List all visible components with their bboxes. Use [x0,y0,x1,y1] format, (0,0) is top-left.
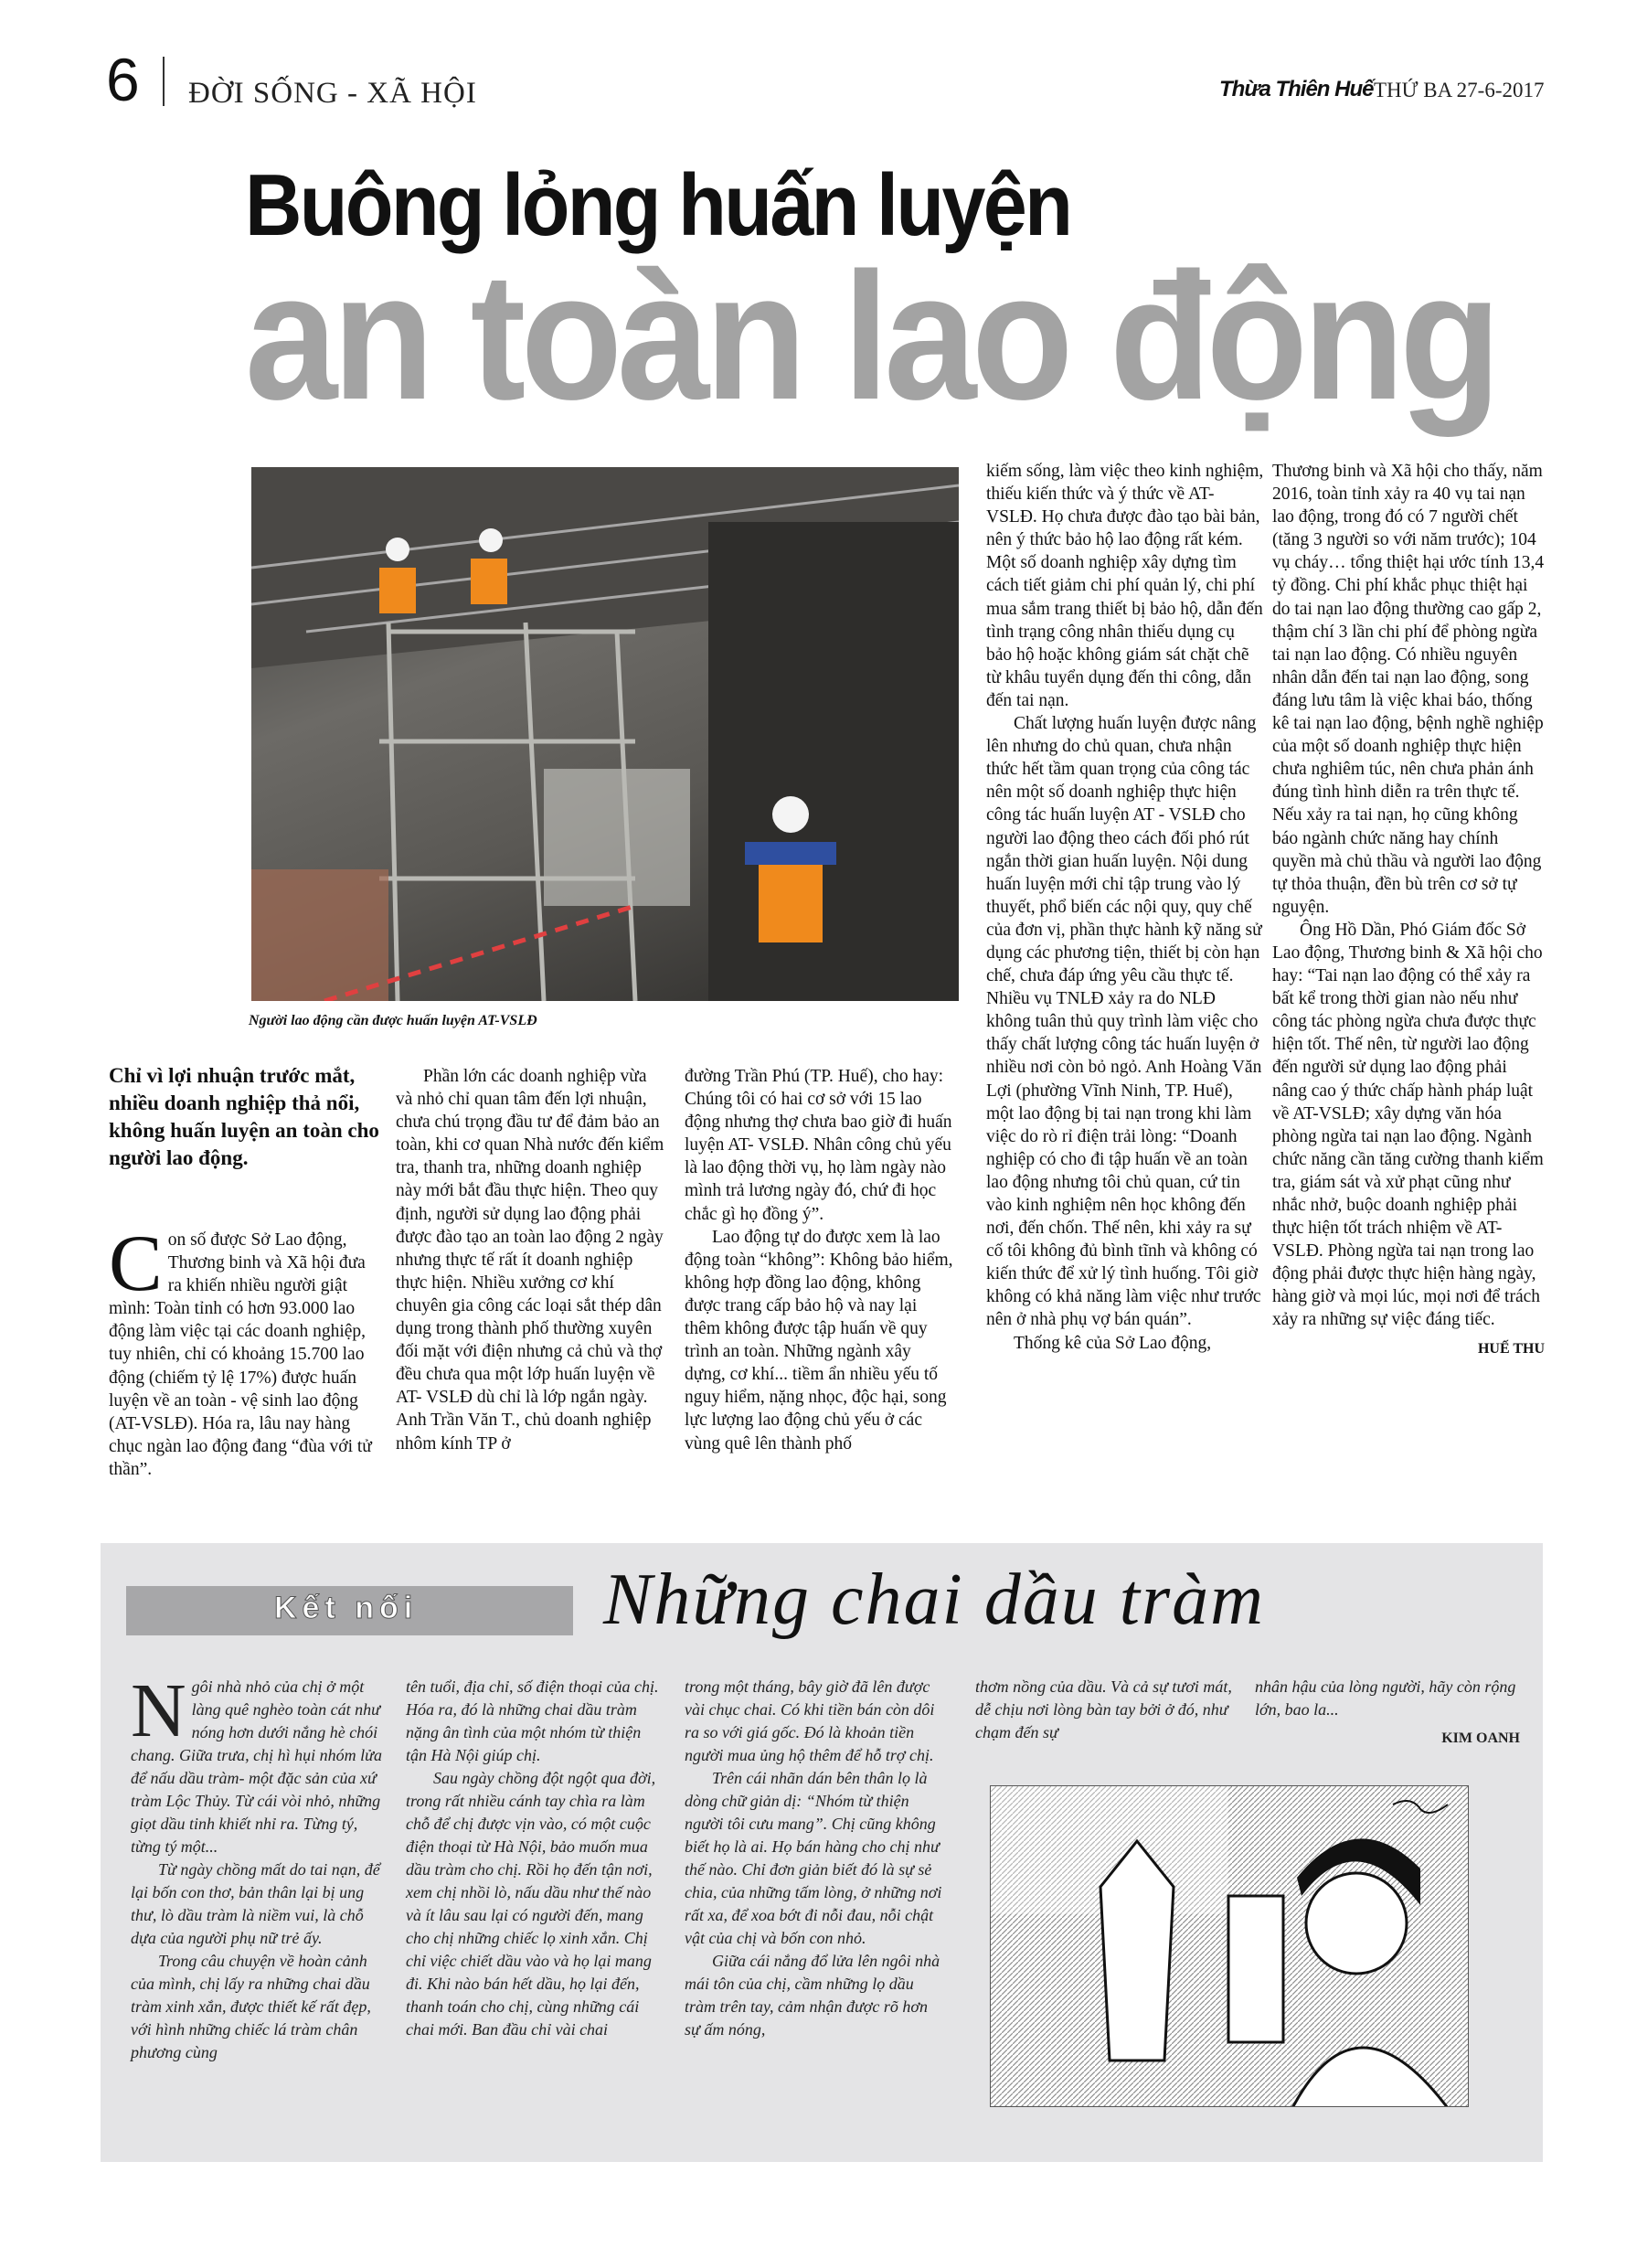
ket-noi-column-3 [685,1676,942,2041]
paragraph: Phần lớn các doanh nghiệp vừa và nhỏ chỉ quan tâm đến lợi nhuận, chưa chú trọng đầu tư để đảm bảo an toàn, khi cơ quan Nhà nước đến kiểm tra, thanh tra, những doanh nghiệp này mới bắt đầu thực hiện. Theo quy định, người sử dụng lao động phải được đào tạo an toàn lao động 2 ngày nhưng thực tế rất ít doanh nghiệp thực hiện. Nhiều xưởng cơ khí chuyên gia công các loại sắt thép dân dụng trong thành phố thường xuyên đối mặt với điện nhưng cả chủ và thợ đều chưa qua một lớp huấn luyện về AT- VSLĐ dù chỉ là lớp ngắn ngày. Anh Trần Văn T., chủ doanh nghiệp nhôm kính TP ở [396,1067,664,1453]
article-column-4 [986,460,1264,1355]
ket-noi-column-2 [406,1676,664,2041]
paragraph: Trong câu chuyện về hoàn cảnh của mình, chị lấy ra những chai dầu tràm xinh xắn, được thiết kế rất đẹp, với hình những chiếc lá tràm chân phương cùng [131,1952,371,2061]
article-byline: HUẾ THU [1477,1340,1545,1357]
construction-workers-illustration [251,467,959,1001]
ket-noi-title: Những chai dầu tràm [603,1560,1265,1640]
paragraph: kiếm sống, làm việc theo kinh nghiệm, thiếu kiến thức và ý thức về AT- VSLĐ. Họ chưa được đào tạo bài bản, nên ý thức bảo hộ lao động rất kém. Một số doanh nghiệp xây dựng tìm cách tiết giảm chi phí quản lý, chi phí mua sắm trang thiết bị bảo hộ, dẫn đến tình trạng công nhân thiếu dụng cụ bảo hộ hoặc không giám sát chặt chẽ từ khâu tuyển dụng đến thi công, dẫn đến tai nạn. [986,462,1264,710]
paragraph: Sau ngày chồng đột ngột qua đời, trong rất nhiều cánh tay chìa ra làm chỗ để chị được vịn vào, có một cuộc điện thoại từ Hà Nội, bảo muốn mua dầu tràm cho chị. Rồi họ đến tận nơi, xem chị nhồi lò, nấu dầu như thế nào và ít lâu sau lại có người đến, mang cho chị những chiếc lọ xinh xắn. Chị chỉ việc chiết dầu vào và họ lại mang đi. Khi nào bán hết dầu, họ lại đến, thanh toán cho chị, cùng những cái chai mới. Ban đầu chỉ vài chai [406,1769,656,2039]
ket-noi-byline: KIM OANH [1441,1730,1520,1746]
page-number: 6 [106,46,140,113]
paragraph: Lao động tự do được xem là lao động toàn “không”: Không bảo hiểm, không hợp đồng lao động, không được trang cấp bảo hộ và nay lại thêm không được tập huấn về quy trình an toàn. Những ngành xây dựng, cơ khí... tiềm ẩn nhiều yếu tố nguy hiểm, nặng nhọc, độc hại, song lực lượng lao động chủ yếu ở các vùng quê lên thành phố [685,1227,953,1453]
paragraph: gôi nhà nhỏ của chị ở một làng quê nghèo toàn cát như nóng hơn dưới nắng hè chói chang. Giữa trưa, chị hì hụi nhóm lửa để nấu dầu tràm- một đặc sản của xứ tràm Lộc Thủy. Từ cái vòi nhỏ, những giọt dầu tinh khiết nhỉ ra. Từng tý, từng tý một... [131,1677,382,1856]
paragraph: nhân hậu của lòng người, hãy còn rộng lớn, bao la... [1255,1677,1516,1719]
ket-noi-column-5 [1255,1676,1520,1750]
article-column-3 [685,1065,955,1455]
paragraph: Chất lượng huấn luyện được nâng lên nhưng do chủ quan, chưa nhận thức hết tầm quan trọng của công tác nên một số doanh nghiệp thực hiện công tác huấn luyện AT - VSLĐ cho người lao động theo cách đối phó rút ngắn thời gian huấn luyện. Nội dung huấn luyện mới chỉ tập trung vào lý thuyết, phổ biến các nội quy, quy chế của đơn vị, phần thực hành kỹ năng sử dụng các phương tiện, thiết bị còn hạn chế, chưa đáp ứng yêu cầu thực tế. Nhiều vụ TNLĐ xảy ra do NLĐ không tuân thủ quy trình làm việc cho thấy chất lượng công tác huấn luyện ở nhiều nơi còn bỏ ngỏ. Anh Hoàng Văn Lợi (phường Vĩnh Ninh, TP. Huế), một lao động bị tai nạn trong khi làm việc do rò rỉ điện trải lòng: “Doanh nghiệp có cho đi tập huấn về an toàn lao động nhưng tôi chủ quan, cứ tin vào kinh nghiệm nên học không đến nơi, đến chốn. Thế nên, khi xảy ra sự cố tôi không đủ bình tĩnh và không có kiến thức để xử lý tình huống. Tôi giờ không có khả năng làm việc như trước nên ở nhà phụ vợ bán quán”. [986,714,1262,1330]
ket-noi-column-1 [131,1668,388,2064]
paragraph: Thương binh và Xã hội cho thấy, năm 2016, toàn tỉnh xảy ra 40 vụ tai nạn lao động, trong đó có 7 người chết (tăng 3 người so với năm trước); 104 vụ cháy… tổng thiệt hại ước tính 13,4 tỷ đồng. Chi phí khắc phục thiệt hại do tai nạn lao động thường cao gấp 2, thậm chí 3 lần chi phí để phòng ngừa tai nạn lao động. Có nhiều nguyên nhân dẫn đến tai nạn lao động, song đáng lưu tâm là việc khai báo, thống kê tai nạn lao động, bệnh nghề nghiệp của một số doanh nghiệp thực hiện chưa nghiêm túc, nên chưa phản ánh đúng tình hình diễn ra trên thực tế. Nếu xảy ra tai nạn, họ cũng không báo ngành chức năng hay chính quyền mà chủ thầu và người lao động tự thỏa thuận, đền bù trên cơ sở tự nguyện. [1272,462,1545,917]
woman-with-oil-bottles-sketch [990,1785,1469,2107]
paragraph: thơm nồng của dầu. Và cả sự tươi mát, dễ chịu nơi lòng bàn tay bởi ở đó, như chạm đến sự [975,1677,1232,1741]
drop-cap: N [131,1668,186,1753]
headline-line-2: an toàn lao động [245,235,1496,437]
photo-caption: Người lao động cần được huấn luyện AT-VSLĐ [249,1013,537,1028]
paragraph: Thống kê của Sở Lao động, [1014,1333,1212,1353]
article-column-5 [1272,460,1545,1360]
paragraph: tên tuổi, địa chỉ, số điện thoại của chị. Hóa ra, đó là những chai dầu tràm nặng ân tình của một nhóm từ thiện tận Hà Nội giúp chị. [406,1677,659,1764]
headline-line-1: Buông lỏng huấn luyện [245,156,1071,254]
sketch-illustration [991,1786,1469,2107]
paragraph: Từ ngày chồng mất do tai nạn, để lại bốn con thơ, bản thân lại bị ung thư, lò dầu tràm là niềm vui, là chỗ dựa của người phụ nữ trẻ ấy. [131,1860,380,1947]
ket-noi-column-4 [975,1676,1237,1744]
section-title: ĐỜI SỐNG - XÃ HỘI [188,77,477,110]
article-column-2 [396,1065,666,1455]
newspaper-name: Thừa Thiên Huế [1219,77,1374,101]
drop-cap: C [109,1219,163,1308]
issue-date: THỨ BA 27-6-2017 [1374,79,1545,101]
paragraph: Ông Hồ Dần, Phó Giám đốc Sở Lao động, Thương binh & Xã hội cho hay: “Tai nạn lao động có thể xảy ra bất kể trong thời gian nào nếu như công tác phòng ngừa chưa được thực hiện tốt. Thế nên, từ người lao động đến người sử dụng lao động phải nâng cao ý thức chấp hành pháp luật về AT-VSLĐ; xây dựng văn hóa phòng ngừa tai nạn lao động. Ngành chức năng cần tăng cường thanh kiểm tra, giám sát và xử phạt cũng như nhắc nhở, buộc doanh nghiệp phải thực hiện tốt trách nhiệm về AT-VSLĐ. Phòng ngừa tai nạn trong lao động phải được thực hiện hàng ngày, hàng giờ và mọi lúc, mọi nơi để trách xảy ra những sự việc đáng tiếc. [1272,920,1544,1330]
paragraph: on số được Sở Lao động, Thương binh và Xã hội đưa ra khiến nhiều người giật mình: Toàn tỉnh có hơn 93.000 lao động làm việc tại các doanh nghiệp, tuy nhiên, chỉ có khoảng 15.700 lao động (chiếm tỷ lệ 17%) được huấn luyện về an toàn - vệ sinh lao động (AT-VSLĐ). Hóa ra, lâu nay hàng chục ngàn lao động đang “đùa với tử thần”. [109,1230,372,1479]
article-lede: Chỉ vì lợi nhuận trước mắt, nhiều doanh nghiệp thả nổi, không huấn luyện an toàn cho người lao động. [109,1064,379,1169]
article-photo [251,467,959,1001]
ket-noi-label: Kết nối [274,1591,419,1625]
paragraph: Trên cái nhãn dán bên thân lọ là dòng chữ giản dị: “Nhóm từ thiện người tôi cưu mang”. Chị cũng không biết họ là ai. Họ bán hàng cho chị như thế nào. Chỉ đơn giản biết đó là sự sẻ chia, của những tấm lòng, ở những nơi rất xa, để xoa bớt đi nỗi đau, nỗi chật vật của chị và bốn con nhỏ. [685,1769,942,1947]
article-column-1 [109,1219,383,1481]
paragraph: Giữa cái nắng đổ lửa lên ngôi nhà mái tôn của chị, cầm những lọ dầu tràm trên tay, cảm nhận được rõ hơn sự ấm nóng, [685,1952,940,2039]
paragraph: trong một tháng, bây giờ đã lên được vài chục chai. Có khi tiền bán còn dôi ra so với giá gốc. Đó là khoản tiền người mua ủng hộ thêm để hỗ trợ chị. [685,1677,935,1764]
paragraph: đường Trần Phú (TP. Huế), cho hay: Chúng tôi có hai cơ sở với 15 lao động nhưng thợ chưa bao giờ đi huấn luyện AT- VSLĐ. Nhân công chủ yếu là lao động thời vụ, họ làm ngày nào mình trả lương ngày đó, chứ đi học chắc gì họ đồng ý”. [685,1067,952,1224]
header-divider [163,57,165,106]
